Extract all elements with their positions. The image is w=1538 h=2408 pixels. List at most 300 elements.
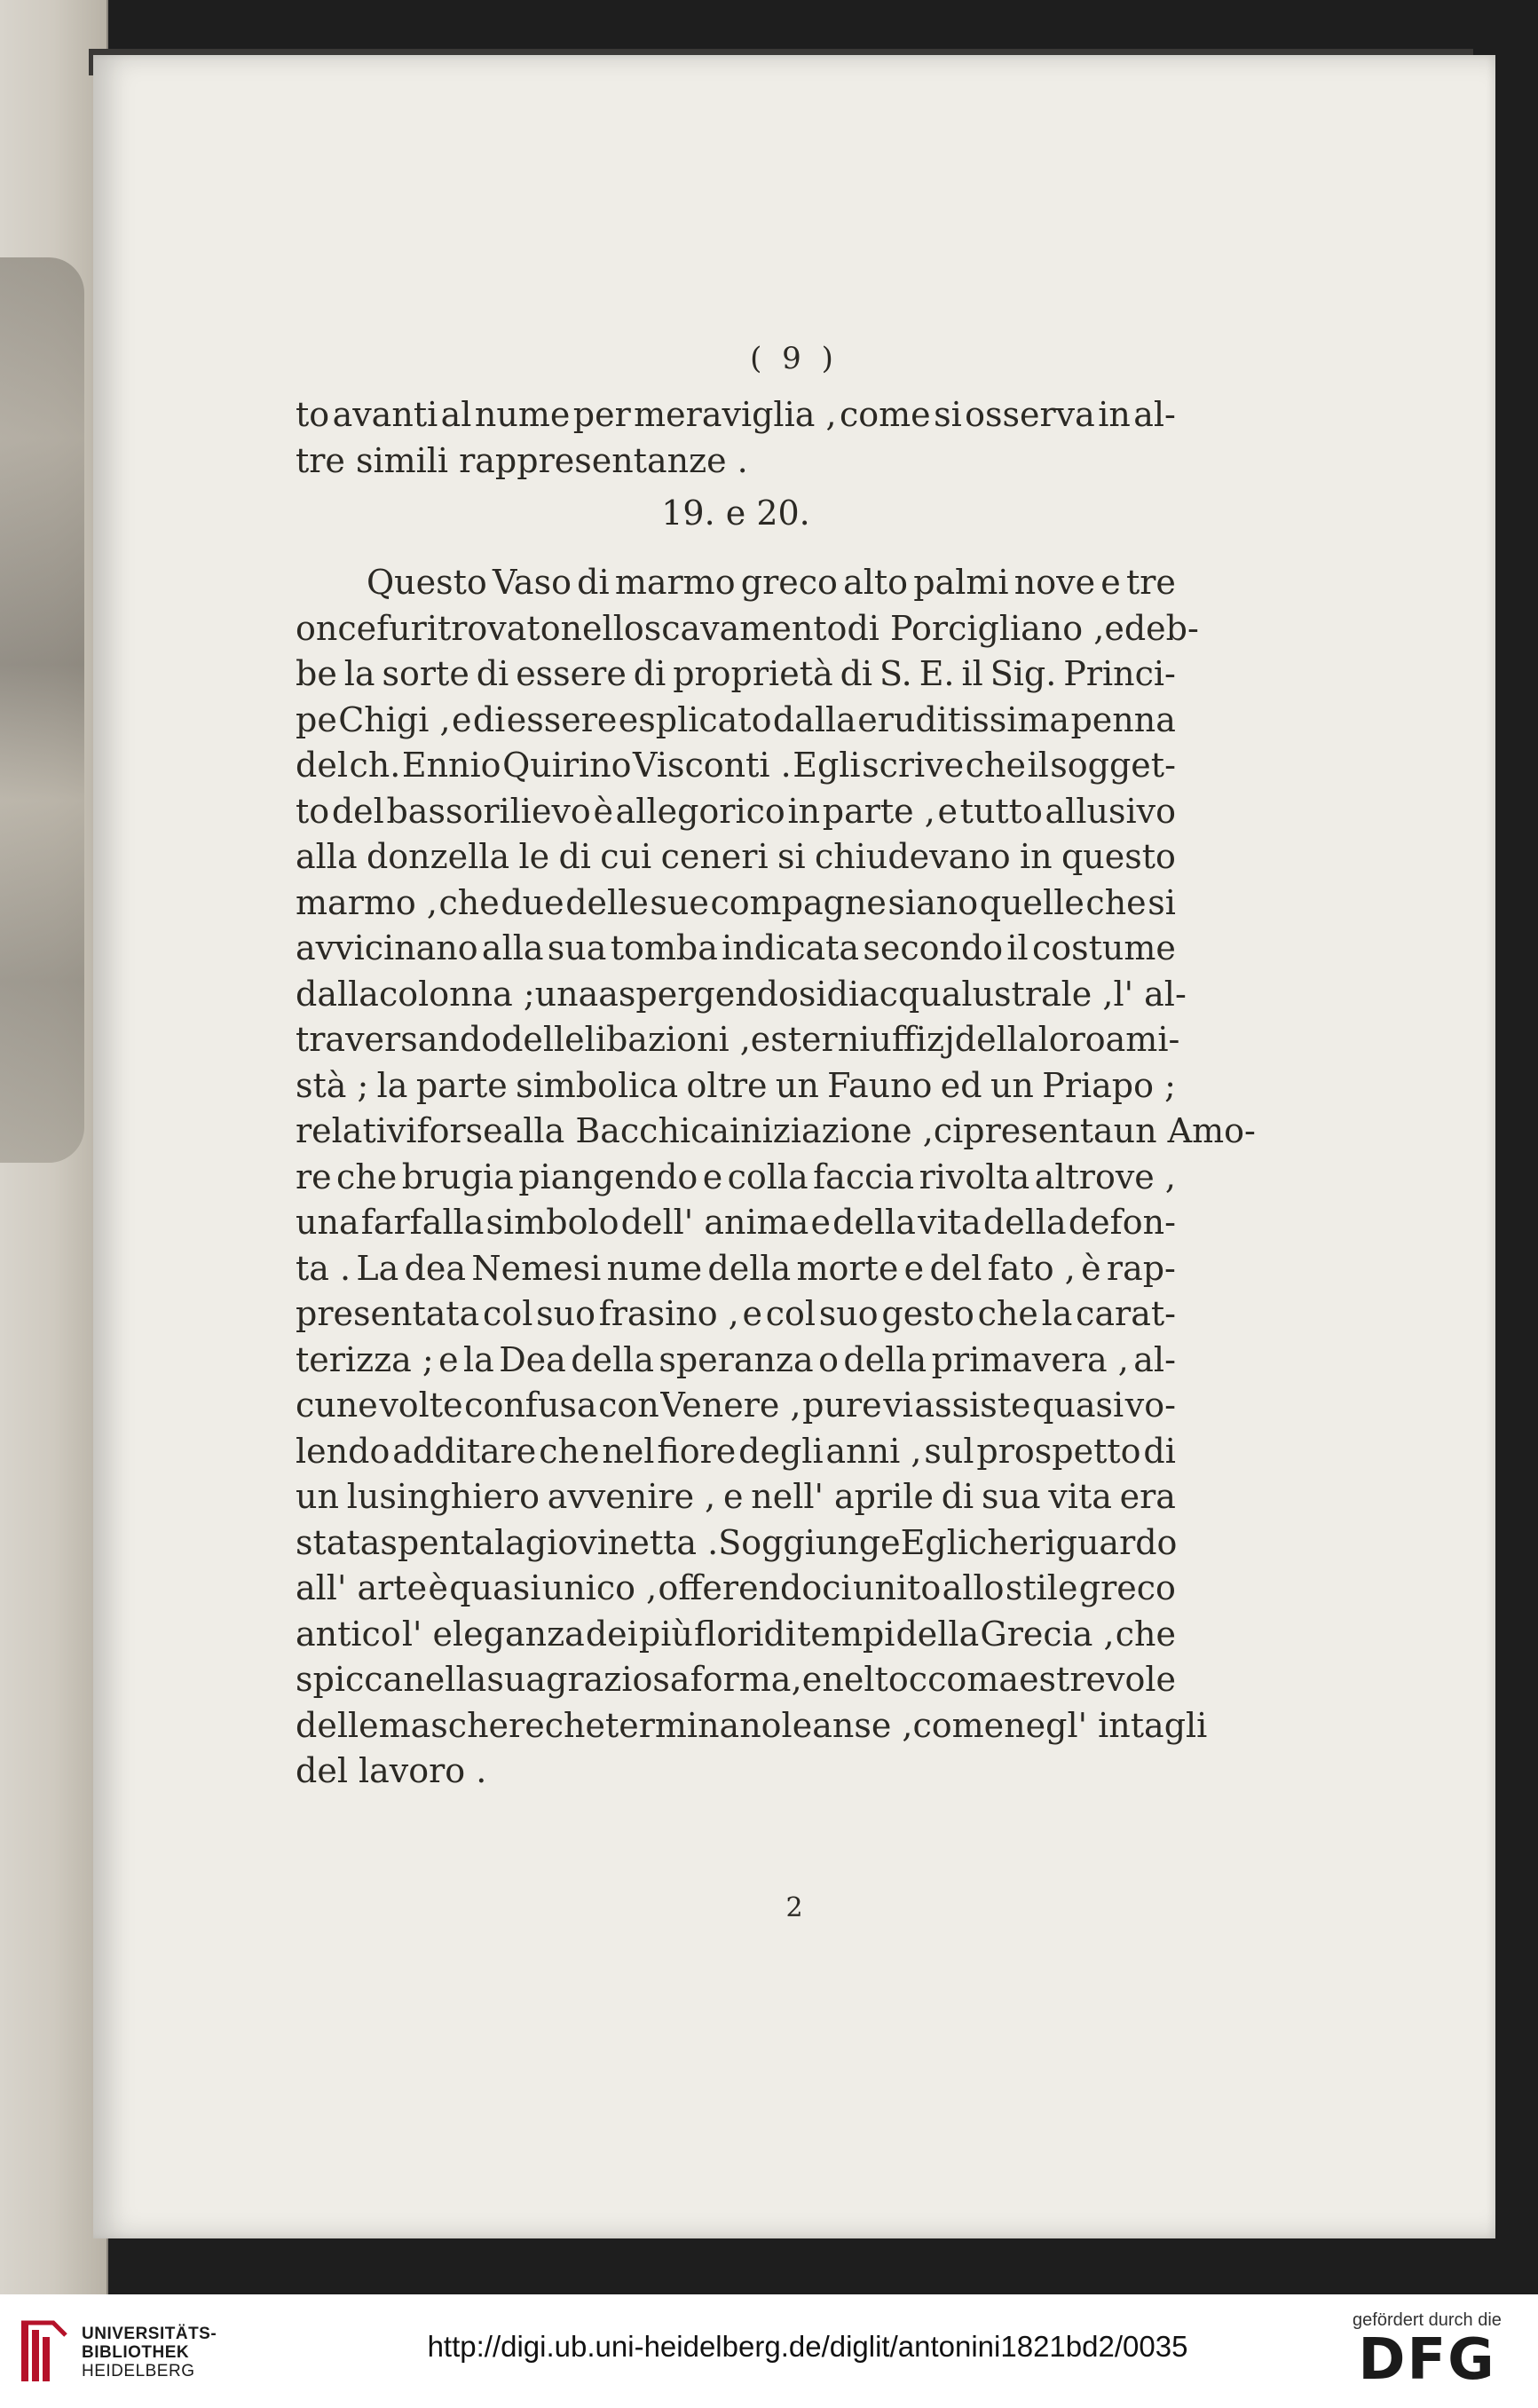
word: tra <box>296 1020 346 1059</box>
word: una <box>534 974 599 1014</box>
text-line <box>296 1291 1176 1338</box>
word: S. <box>879 654 912 693</box>
text-line <box>296 834 1176 880</box>
word: un <box>990 1065 1034 1105</box>
word: secondo <box>863 928 1004 967</box>
word: che <box>968 1522 1029 1562</box>
word: di <box>558 837 591 876</box>
word: La <box>356 1248 399 1288</box>
library-name <box>82 2325 217 2380</box>
word: maschere <box>378 1705 545 1745</box>
word: riguardo <box>1029 1522 1178 1562</box>
word: quasi <box>1032 1386 1124 1425</box>
word: acqua <box>859 974 962 1014</box>
word: Princi- <box>1063 654 1176 693</box>
word: Soggiunge <box>718 1522 901 1562</box>
word: esplicato <box>618 699 772 739</box>
word: dalla <box>772 699 856 739</box>
word: gesto <box>881 1294 974 1333</box>
word: sua <box>486 1660 547 1699</box>
word: tocco <box>874 1660 967 1699</box>
word: Nemesi <box>471 1248 602 1288</box>
word: aspergendosi <box>598 974 827 1014</box>
text-line <box>296 972 1187 1018</box>
word: nove <box>1014 563 1096 602</box>
library-logo[interactable] <box>18 2312 284 2392</box>
word: il <box>961 654 983 693</box>
word: allo <box>942 1568 1005 1607</box>
word: Vaso <box>492 563 572 602</box>
word: col <box>765 1294 816 1333</box>
word: per <box>572 395 631 434</box>
word: del <box>296 746 348 785</box>
word: sue <box>650 882 709 922</box>
word: floridi <box>693 1614 796 1654</box>
word: cune <box>296 1386 378 1425</box>
word: rivolta <box>919 1157 1030 1196</box>
word: vita <box>918 1203 982 1242</box>
word: tre <box>1125 563 1176 602</box>
word: nell' aprile <box>751 1477 934 1516</box>
text-line <box>296 651 1176 698</box>
word: sul <box>924 1431 974 1471</box>
word: alla Bacchica <box>502 1111 730 1150</box>
word: di <box>826 974 860 1014</box>
word: e <box>903 1248 925 1288</box>
word: delle <box>501 1020 585 1059</box>
word: o <box>818 1339 839 1379</box>
word: graziosa <box>546 1660 690 1699</box>
word: come <box>839 395 931 434</box>
word: stà ; <box>296 1065 369 1105</box>
word: in <box>787 791 821 831</box>
word: Visconti . <box>633 746 792 785</box>
word: Venere , <box>660 1386 801 1425</box>
word: del <box>929 1248 982 1288</box>
word: simili <box>355 440 449 480</box>
word: Fauno <box>827 1065 933 1105</box>
word: che <box>1085 882 1147 922</box>
word: tomba <box>610 928 718 967</box>
word: con <box>598 1386 659 1425</box>
word: era <box>1119 1477 1176 1516</box>
library-line-1: UNIVERSITÄTS- <box>82 2324 217 2343</box>
text-line <box>296 789 1176 835</box>
word: delle <box>565 882 649 922</box>
word: Egli <box>900 1522 969 1562</box>
word: dea <box>404 1248 467 1288</box>
dfg-logo[interactable] <box>1334 2310 1520 2393</box>
word: nume <box>474 395 571 434</box>
word: libazioni , <box>584 1020 751 1059</box>
text-line <box>296 698 1176 744</box>
word: sua <box>981 1477 1041 1516</box>
word: terminano <box>604 1705 782 1745</box>
word: Quirino <box>502 746 632 785</box>
word: di <box>941 1477 974 1516</box>
word: greco <box>740 563 838 602</box>
word: della <box>895 1614 980 1654</box>
word: questo <box>1061 837 1176 876</box>
word: osserva <box>965 395 1095 434</box>
word: si <box>777 837 806 876</box>
text-line <box>296 1612 1176 1658</box>
word: e <box>1100 563 1121 602</box>
text-line <box>296 1474 1176 1520</box>
word: e <box>810 1203 831 1242</box>
word: che <box>1115 1614 1176 1654</box>
word: tre <box>296 440 345 480</box>
word: tutto <box>959 791 1043 831</box>
word: la <box>376 1065 408 1105</box>
word: al- <box>1133 1339 1176 1379</box>
page-number: ( 9 ) <box>750 341 839 376</box>
word: ceneri <box>660 837 769 876</box>
word: Sig. <box>990 654 1057 693</box>
text-line <box>296 560 1176 606</box>
text-line <box>296 1155 1176 1201</box>
word: alto <box>843 563 909 602</box>
word: colonna ; <box>378 974 535 1014</box>
word: bassorilievo <box>386 791 591 831</box>
word: che <box>977 1294 1038 1333</box>
word: che <box>965 746 1026 785</box>
word: volte <box>379 1386 463 1425</box>
word: della <box>832 1203 916 1242</box>
word: chiudevano <box>814 837 1011 876</box>
word: e <box>801 1660 823 1699</box>
word: in <box>1098 395 1131 434</box>
word: che <box>539 1431 600 1471</box>
word: essere <box>506 699 618 739</box>
word: al <box>440 395 472 434</box>
word: anse , <box>812 1705 913 1745</box>
word: offerendoci <box>658 1568 852 1607</box>
word: suo <box>536 1294 595 1333</box>
word: donzella <box>366 837 510 876</box>
word: ed <box>1104 608 1147 648</box>
word: allusivo <box>1045 791 1176 831</box>
word: fato , <box>987 1248 1076 1288</box>
word: costume <box>1031 928 1176 967</box>
word: , <box>791 1660 802 1699</box>
word: degli <box>738 1431 824 1471</box>
word: marmo , <box>296 882 438 922</box>
word: lendo <box>296 1431 390 1471</box>
word: re <box>296 1157 332 1196</box>
word: iniziazione , <box>730 1111 934 1150</box>
text-line <box>296 1429 1176 1475</box>
word: to <box>296 395 330 434</box>
word: once <box>296 608 377 648</box>
word: e <box>937 791 958 831</box>
word: sogget- <box>1050 746 1176 785</box>
word: di Porcigliano , <box>847 608 1105 648</box>
word: spicca <box>296 1660 404 1699</box>
word: l' al- <box>1113 974 1187 1014</box>
word: avvicinano <box>296 928 478 967</box>
body-text <box>296 392 1256 1795</box>
word: all' arte <box>296 1568 428 1607</box>
word: palmi <box>913 563 1009 602</box>
word: esterni <box>750 1020 871 1059</box>
word: un Amo- <box>1113 1111 1256 1150</box>
word: pure <box>802 1386 882 1425</box>
word: più <box>638 1614 693 1654</box>
spacer <box>296 544 1176 560</box>
word: ci <box>933 1111 964 1150</box>
word: greco <box>1078 1568 1176 1607</box>
word: rappresentanze . <box>459 440 748 480</box>
word: in <box>1019 837 1053 876</box>
word: assiste <box>914 1386 1031 1425</box>
text-line <box>296 1657 1176 1703</box>
word: di <box>577 563 610 602</box>
word: un <box>296 1477 339 1516</box>
word: frasino , <box>598 1294 739 1333</box>
word: della <box>843 1339 927 1379</box>
word: unito <box>853 1568 942 1607</box>
word: di <box>633 654 666 693</box>
word: è <box>428 1568 448 1607</box>
word: che <box>336 1157 398 1196</box>
word: vi <box>883 1386 913 1425</box>
word: meraviglia , <box>634 395 837 434</box>
word: il <box>1027 746 1049 785</box>
word: e <box>438 1339 459 1379</box>
word: lusinghiero <box>346 1477 540 1516</box>
word: nello <box>560 608 644 648</box>
word: oltre <box>686 1065 768 1105</box>
word: colla <box>727 1157 808 1196</box>
word: eruditissima <box>857 699 1070 739</box>
word: relativi <box>296 1111 417 1150</box>
word: alla <box>481 928 544 967</box>
library-line-3: HEIDELBERG <box>82 2361 195 2380</box>
word: farfalla <box>360 1203 485 1242</box>
word: dei <box>585 1614 638 1654</box>
word: di <box>840 654 873 693</box>
word: simbolo <box>485 1203 619 1242</box>
word: versando <box>345 1020 502 1059</box>
library-logo-icon <box>18 2317 69 2387</box>
word: e <box>722 1477 744 1516</box>
word: di <box>1143 1431 1176 1471</box>
word: unico , <box>541 1568 658 1607</box>
word: compagne <box>710 882 887 922</box>
word: che <box>438 882 500 922</box>
word: prospetto <box>976 1431 1141 1471</box>
word: della <box>707 1248 792 1288</box>
word: alla <box>296 837 358 876</box>
word: siano <box>887 882 979 922</box>
engraving-fragment <box>0 257 84 1163</box>
word: di <box>472 699 506 739</box>
word: il <box>1006 928 1029 967</box>
word: quasi <box>449 1568 541 1607</box>
word: scavamento <box>643 608 848 648</box>
text-line <box>296 1246 1176 1292</box>
word: proprietà <box>673 654 833 693</box>
word: anni , <box>825 1431 922 1471</box>
text-line <box>296 1063 1176 1109</box>
word: al- <box>1133 395 1176 434</box>
word: col <box>483 1294 533 1333</box>
word: delle <box>296 1705 379 1745</box>
word: una <box>296 1203 359 1242</box>
text-line <box>296 743 1176 789</box>
word: due <box>501 882 564 922</box>
word: morte <box>796 1248 899 1288</box>
word: fu <box>376 608 411 648</box>
word: Dea <box>499 1339 566 1379</box>
text-line <box>296 606 1199 652</box>
word: be <box>296 654 337 693</box>
word: E. <box>919 654 955 693</box>
word: giovinetta . <box>524 1522 719 1562</box>
dfg-caption: gefördert durch die <box>1353 2310 1502 2330</box>
text-line <box>296 1566 1176 1612</box>
word: parte <box>415 1065 508 1105</box>
word: nel <box>602 1431 655 1471</box>
text-line <box>296 1017 1180 1063</box>
paragraph-continuation <box>296 392 1176 484</box>
word: negl' intagli <box>1004 1705 1208 1745</box>
dfg-wordmark: DFG <box>1358 2327 1496 2393</box>
word: un <box>775 1065 819 1105</box>
word: rap- <box>1106 1248 1176 1288</box>
word: vita <box>1048 1477 1112 1516</box>
footer-bar <box>0 2294 1538 2408</box>
left-facing-page <box>0 0 108 2294</box>
word: confusa <box>464 1386 597 1425</box>
word: la <box>343 654 375 693</box>
word: ta . <box>296 1248 351 1288</box>
word: della <box>982 1203 1067 1242</box>
word: dell' anima <box>620 1203 809 1242</box>
word: additare <box>392 1431 537 1471</box>
word: della <box>571 1339 654 1379</box>
paragraph-main <box>296 560 1256 1795</box>
word: fiore <box>657 1431 737 1471</box>
text-line <box>296 1520 1176 1567</box>
word: Chigi , <box>338 699 451 739</box>
word: si <box>1148 882 1176 922</box>
word: suo <box>818 1294 879 1333</box>
word: di <box>476 654 509 693</box>
word: l' eleganza <box>401 1614 585 1654</box>
text-line <box>296 1749 1176 1795</box>
word: parte , <box>822 791 935 831</box>
permalink-url[interactable]: http://digi.ub.uni-heidelberg.de/diglit/antonini1821bd2/0035 <box>427 2330 1188 2363</box>
word: marmo <box>614 563 736 602</box>
word: e <box>742 1294 762 1333</box>
word: ch. <box>349 746 401 785</box>
word: pe <box>296 699 337 739</box>
word: avanti <box>332 395 438 434</box>
word: la <box>494 1522 525 1562</box>
word: Ennio <box>401 746 501 785</box>
section-heading <box>296 484 1176 544</box>
word: tempi <box>797 1614 895 1654</box>
word: avvenire , <box>547 1477 716 1516</box>
section-heading-text: 19. e 20. <box>661 493 810 533</box>
word: essere <box>516 654 627 693</box>
word: lustrale , <box>961 974 1114 1014</box>
word: piangendo <box>518 1157 698 1196</box>
word: allegorico <box>615 791 785 831</box>
word: della <box>954 1020 1038 1059</box>
word: spenta <box>380 1522 495 1562</box>
text-line <box>296 926 1176 972</box>
word: nume <box>606 1248 703 1288</box>
text-line <box>296 438 1176 485</box>
word: le <box>781 1705 813 1745</box>
text-line <box>296 1200 1176 1246</box>
word: è <box>1081 1248 1101 1288</box>
word: vo- <box>1124 1386 1176 1425</box>
word: dalla <box>296 974 379 1014</box>
signature-mark: 2 <box>785 1892 803 1923</box>
word: presenta <box>963 1111 1114 1150</box>
word: la <box>462 1339 494 1379</box>
word: Grecia , <box>980 1614 1115 1654</box>
word: carat- <box>1076 1294 1176 1333</box>
text-line <box>296 1703 1208 1749</box>
word: loro <box>1037 1020 1106 1059</box>
word: sua <box>547 928 607 967</box>
word: terizza ; <box>296 1339 434 1379</box>
word: stata <box>296 1522 381 1562</box>
word: e <box>702 1157 723 1196</box>
word: ami- <box>1105 1020 1180 1059</box>
word: to <box>296 791 330 831</box>
word: stile <box>1005 1568 1078 1607</box>
word: indicata <box>722 928 860 967</box>
library-line-2: BIBLIOTHEK <box>82 2342 190 2362</box>
word: la <box>1041 1294 1073 1333</box>
word: sorte <box>382 654 469 693</box>
word: penna <box>1070 699 1176 739</box>
word: lavoro . <box>358 1751 487 1790</box>
word: Questo <box>367 563 487 602</box>
word: quelle <box>979 882 1084 922</box>
word: e <box>451 699 472 739</box>
word: forma <box>690 1660 792 1699</box>
word: nella <box>403 1660 487 1699</box>
word: faccia <box>813 1157 915 1196</box>
word: antico <box>296 1614 401 1654</box>
word: forse <box>416 1111 503 1150</box>
text-line <box>296 1383 1176 1429</box>
word: scrive <box>862 746 965 785</box>
word: ed <box>940 1065 982 1105</box>
word: cui <box>600 837 652 876</box>
word: si <box>934 395 962 434</box>
word: defon- <box>1068 1203 1176 1242</box>
word: le <box>518 837 550 876</box>
word: è <box>593 791 613 831</box>
word: altrove , <box>1034 1157 1176 1196</box>
text-line <box>296 1109 1256 1155</box>
text-line <box>296 880 1176 927</box>
word: del <box>331 791 384 831</box>
word: che <box>544 1705 605 1745</box>
word: speranza <box>659 1339 814 1379</box>
book-page <box>93 55 1495 2238</box>
word: simbolica <box>516 1065 679 1105</box>
text-line <box>296 392 1176 438</box>
